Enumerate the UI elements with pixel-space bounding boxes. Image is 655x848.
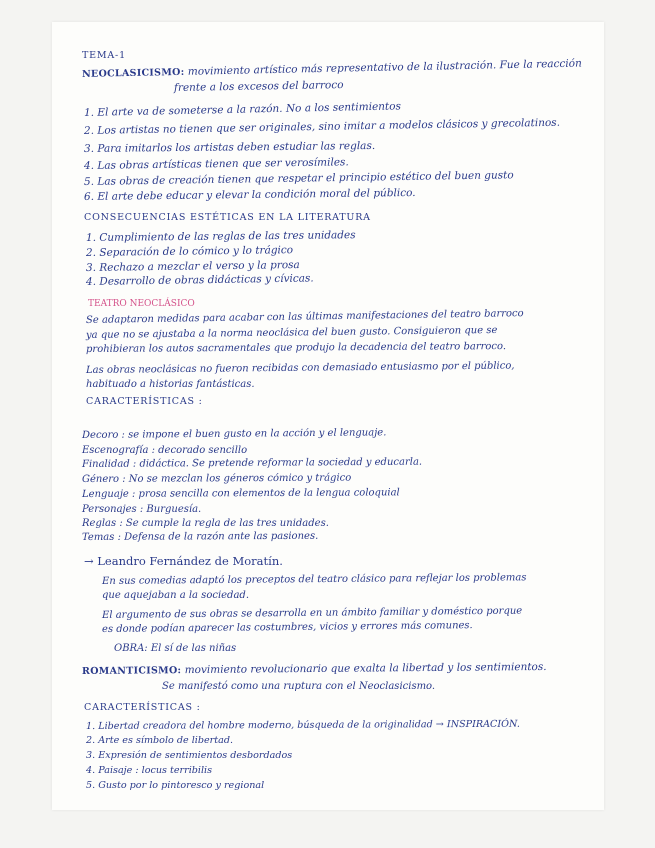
tema-heading: TEMA-1	[82, 50, 126, 61]
romanticismo-item: 5. Gusto por lo pintoresco y regional	[86, 780, 265, 791]
teatro-caracteristica: Finalidad : didáctica. Se pretende reformar la sociedad y educarla.	[81, 456, 423, 470]
romanticismo-label: ROMANTICISMO:	[81, 665, 182, 677]
teatro-paragraph-2: habituado a historias fantásticas.	[86, 379, 255, 390]
consecuencias-item: 2. Separación de lo cómico y lo trágico	[85, 244, 294, 259]
teatro-caracteristica: Personajes : Burguesía.	[82, 504, 202, 515]
teatro-paragraph-1: Se adaptaron medidas para acabar con las últimas manifestaciones del teatro barroco	[85, 308, 524, 326]
neoclasicismo-point: 6. El arte debe educar y elevar la condición moral del público.	[83, 186, 416, 203]
neoclasicismo-point: 5. Las obras de creación tienen que respetar el principio estético del buen gusto	[83, 169, 514, 188]
romanticismo-line-1	[82, 661, 547, 677]
neoclasicismo-point: 3. Para imitarlos los artistas deben estudiar las reglas.	[83, 139, 376, 155]
consecuencias-item: 4. Desarrollo de obras didácticas y cívicas.	[85, 272, 314, 288]
moratin-paragraph-1: que aquejaban a la sociedad.	[102, 590, 249, 601]
romanticismo-caracteristicas-heading: CARACTERÍSTICAS :	[84, 702, 201, 713]
neoclasicismo-definition-1: movimiento artístico más representativo de la ilustración. Fue la reacción	[187, 57, 582, 78]
teatro-paragraph-1: prohibieran los autos sacramentales que produjo la decadencia del teatro barroco.	[85, 341, 507, 355]
romanticismo-item: 1. Libertad creadora del hombre moderno, búsqueda de la originalidad → INSPIRACIÓN.	[85, 718, 520, 732]
moratin-paragraph-1: En sus comedias adaptó los preceptos del teatro clásico para reflejar los problemas	[101, 572, 527, 587]
moratin-paragraph-2: El argumento de sus obras se desarrolla en un ámbito familiar y doméstico porque	[101, 605, 523, 621]
romanticismo-definition-1: movimiento revolucionario que exalta la libertad y los sentimientos.	[184, 660, 547, 677]
romanticismo-item: 3. Expresión de sentimientos desbordados	[86, 750, 293, 761]
teatro-paragraph-2: Las obras neoclásicas no fueron recibidas con demasiado entusiasmo por el público,	[85, 360, 515, 376]
moratin-obra: OBRA: El sí de las niñas	[114, 643, 237, 654]
neoclasicismo-point: 4. Las obras artísticas tienen que ser verosímiles.	[83, 156, 349, 172]
consecuencias-item: 3. Rechazo a mezclar el verso y la prosa	[85, 259, 300, 274]
neoclasicismo-label: NEOCLASICISMO:	[81, 66, 185, 80]
notebook-page	[52, 22, 604, 810]
teatro-caracteristicas-heading: CARACTERÍSTICAS :	[86, 396, 203, 407]
consecuencias-item: 1. Cumplimiento de las reglas de las tres unidades	[85, 229, 356, 244]
consecuencias-heading: CONSECUENCIAS ESTÉTICAS EN LA LITERATURA	[84, 212, 371, 223]
neoclasicismo-point: 1. El arte va de someterse a la razón. No a los sentimientos	[83, 100, 402, 119]
moratin-paragraph-2: es donde podían aparecer las costumbres, vicios y errores más comunes.	[101, 620, 473, 635]
neoclasicismo-definition-2: frente a los excesos del barroco	[173, 79, 344, 94]
moratin-heading: → Leandro Fernández de Moratín.	[84, 554, 283, 568]
teatro-caracteristica: Temas : Defensa de la razón ante las pasiones.	[81, 530, 319, 543]
teatro-caracteristica: Escenografía : decorado sencillo	[82, 445, 248, 456]
teatro-paragraph-1: ya que no se ajustaba a la norma neoclásica del buen gusto. Consiguieron que se	[85, 324, 498, 341]
teatro-caracteristica: Reglas : Se cumple la regla de las tres unidades.	[82, 518, 329, 529]
neoclasicismo-point: 2. Los artistas no tienen que ser originales, sino imitar a modelos clásicos y grecolatinos.	[83, 116, 561, 137]
romanticismo-definition-2: Se manifestó como una ruptura con el Neoclasicismo.	[162, 681, 436, 692]
teatro-caracteristica: Lenguaje : prosa sencilla con elementos de la lengua coloquial	[81, 487, 400, 500]
neoclasicismo-line-1	[82, 58, 582, 80]
teatro-neoclasico-heading: TEATRO NEOCLÁSICO	[88, 299, 195, 309]
romanticismo-item: 4. Paisaje : locus terribilis	[86, 765, 213, 776]
teatro-caracteristica: Género : No se mezclan los géneros cómico y trágico	[81, 472, 352, 485]
romanticismo-item: 2. Arte es símbolo de libertad.	[86, 735, 234, 746]
teatro-caracteristica: Decoro : se impone el buen gusto en la acción y el lenguaje.	[81, 427, 387, 441]
